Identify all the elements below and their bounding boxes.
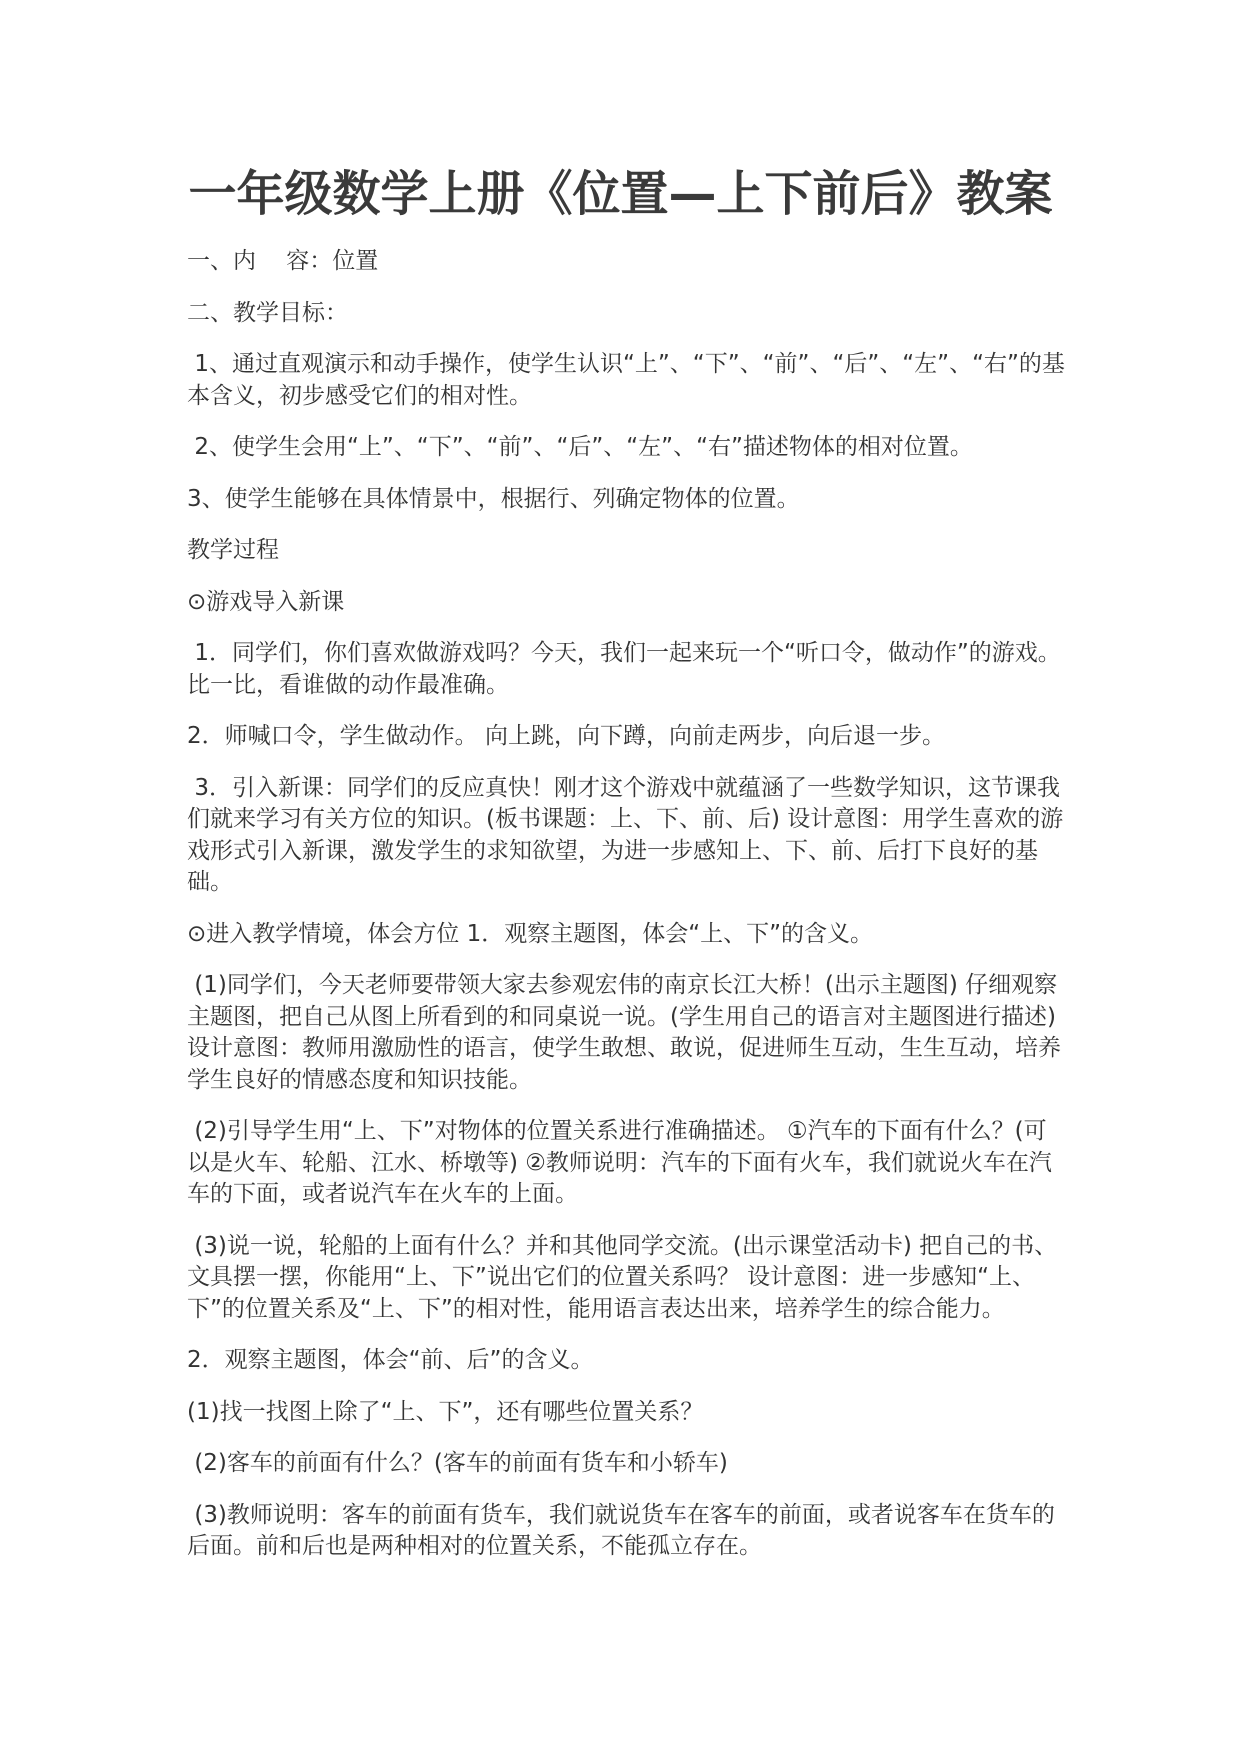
paragraph-game-step-2: 2．师喊口令，学生做动作。 向上跳，向下蹲，向前走两步，向后退一步。	[187, 723, 945, 749]
paragraph-objective-1: 1、通过直观演示和动手操作，使学生认识“上”、“下”、“前”、“后”、“左”、“右”的基本含义，初步感受它们的相对性。	[187, 351, 1065, 409]
paragraph-situation-2: (2)引导学生用“上、下”对物体的位置关系进行准确描述。 ①汽车的下面有什么？(可以是火车、轮船、江水、桥墩等) ②教师说明：汽车的下面有火车，我们就说火车在汽车的下面，或者说汽车在火车的上面。	[187, 1118, 1052, 1207]
paragraph-process-heading: 教学过程	[187, 537, 279, 563]
paragraph-front-back-3: (3)教师说明：客车的前面有货车，我们就说货车在客车的前面，或者说客车在货车的后面。前和后也是两种相对的位置关系，不能孤立存在。	[187, 1501, 1055, 1559]
paragraph-game-step-3: 3．引入新课：同学们的反应真快！刚才这个游戏中就蕴涵了一些数学知识，这节课我们就来学习有关方位的知识。(板书课题：上、下、前、后) 设计意图：用学生喜欢的游戏形式引入新课，激发学生的求知欲望，为进一步感知上、下、前、后打下良好的基础。	[187, 774, 1064, 895]
paragraph-front-back-2: (2)客车的前面有什么？(客车的前面有货车和小轿车)	[187, 1450, 728, 1476]
paragraph-objective-2: 2、使学生会用“上”、“下”、“前”、“后”、“左”、“右”描述物体的相对位置。	[187, 434, 973, 460]
paragraph-content: 一、内 容：位置	[187, 248, 379, 274]
paragraph-objective-3: 3、使学生能够在具体情景中，根据行、列确定物体的位置。	[187, 485, 800, 512]
paragraph-objectives-heading: 二、教学目标：	[187, 299, 348, 326]
paragraph-game-intro-heading: ⊙游戏导入新课	[187, 588, 345, 615]
paragraph-front-back-1: (1)找一找图上除了“上、下”，还有哪些位置关系？	[187, 1398, 704, 1425]
document-body	[187, 246, 1067, 1583]
paragraph-situation-1: (1)同学们，今天老师要带领大家去参观宏伟的南京长江大桥！(出示主题图) 仔细观察主题图，把自己从图上所看到的和同桌说一说。(学生用自己的语言对主题图进行描述) 设计意图：教师用激励性的语言，使学生敢想、敢说，促进师生互动，生生互动，培养学生良好的情感态度和知识技能。	[187, 972, 1064, 1093]
paragraph-front-back-heading: 2．观察主题图，体会“前、后”的含义。	[187, 1347, 594, 1373]
paragraph-situation-3: (3)说一说，轮船的上面有什么？并和其他同学交流。(出示课堂活动卡) 把自己的书、文具摆一摆，你能用“上、下”说出它们的位置关系吗？ 设计意图：进一步感知“上、下”的位置关系及“上、下”的相对性，能用语言表达出来，培养学生的综合能力。	[187, 1232, 1058, 1322]
document-title: 一年级数学上册《位置—上下前后》教案	[188, 166, 1053, 222]
paragraph-game-step-1: 1．同学们，你们喜欢做游戏吗？今天，我们一起来玩一个“听口令，做动作”的游戏。比一比，看谁做的动作最准确。	[187, 640, 1061, 698]
paragraph-situation-heading: ⊙进入教学情境，体会方位 1．观察主题图，体会“上、下”的含义。	[187, 920, 874, 947]
